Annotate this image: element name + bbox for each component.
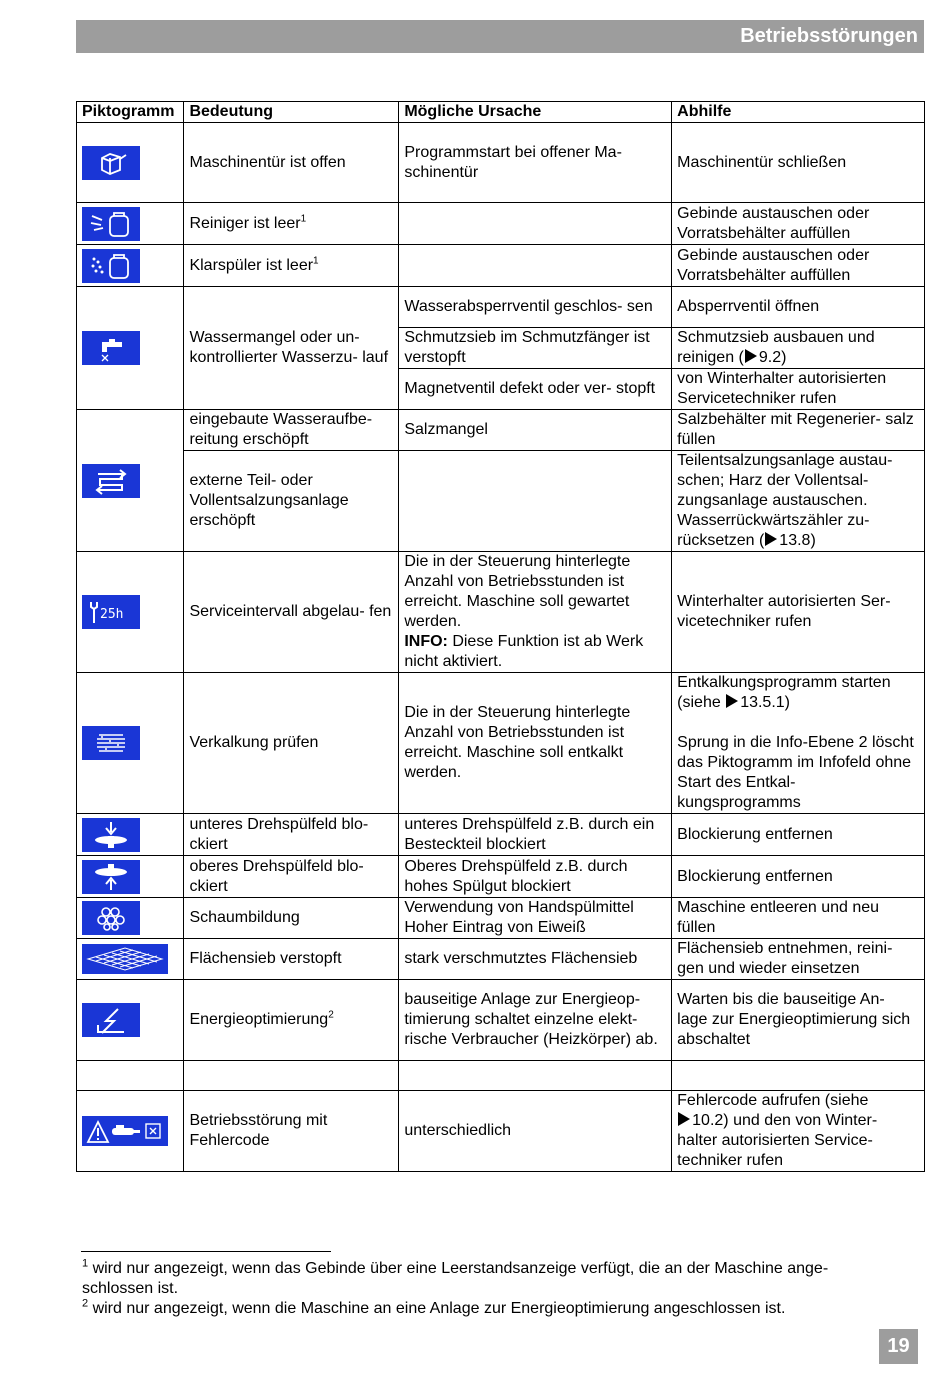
section-reference: 13.5.1) [740,694,790,711]
remedy-cell [672,451,925,552]
table-row [77,287,925,328]
cause-cell: unteres Drehspülfeld z.B. durch ein Besteckteil blockiert [399,814,672,856]
remedy-cell: Gebinde austauschen oder Vorratsbehälter auffüllen [672,203,925,245]
header-bar [76,20,924,53]
column-header-pictogram: Piktogramm [77,102,184,123]
rinse-aid-empty-icon [82,249,140,283]
empty-cell [399,1061,672,1091]
remedy-cell [672,673,925,814]
table-row [77,245,925,287]
meaning-cell: Flächensieb verstopft [184,939,399,980]
remedy-text: Schmutzsieb ausbauen und reinigen ( [677,329,875,366]
footnote-ref: 2 [328,1009,334,1021]
service-icon-label: 25h [100,607,124,622]
footnote-text: wird nur angezeigt, wenn das Gebinde über eine Leerstandsanzeige verfügt, die an der Maschine ange- schlossen ist. [82,1260,829,1297]
remedy-cell: Salzbehälter mit Regenerier- salz füllen [672,410,925,451]
cause-cell: unterschiedlich [399,1091,672,1172]
remedy-cell: Maschinentür schließen [672,123,925,203]
cause-cell: Programmstart bei offener Ma- schinentür [399,123,672,203]
remedy-cell [672,1091,925,1172]
pictogram-cell [77,898,184,939]
cause-cell: Salzmangel [399,410,672,451]
lower-wash-arm-icon [82,818,140,852]
footnote-mark: 2 [82,1297,89,1310]
meaning-cell: unteres Drehspülfeld blo- ckiert [184,814,399,856]
meaning-cell [184,245,399,287]
reference-arrow-icon [765,532,777,546]
cause-cell [399,203,672,245]
remedy-text: Sprung in die Info-Ebene 2 löscht das Piktogramm im Infofeld ohne Start des Entkal- kungsprogramms [677,734,914,811]
page-number-box [879,1329,918,1364]
pictogram-cell [77,552,184,673]
table-row [77,939,925,980]
empty-cell [77,1061,184,1091]
table-row [77,1091,925,1172]
empty-cell [184,1061,399,1091]
remedy-cell [672,328,925,369]
remedy-cell: Blockierung entfernen [672,814,925,856]
pictogram-cell [77,203,184,245]
pictogram-cell [77,980,184,1061]
info-text: Diese Funktion ist ab Werk nicht aktiviert. [404,633,644,670]
meaning-cell: Verkalkung prüfen [184,673,399,814]
pictogram-cell [77,287,184,410]
remedy-cell: Flächensieb entnehmen, reini- gen und wieder einsetzen [672,939,925,980]
table-row [77,980,925,1061]
table-row [77,1061,925,1091]
footnote-ref: 1 [300,213,307,225]
footnotes [82,1259,902,1319]
cause-cell: Oberes Drehspülfeld z.B. durch hohes Spülgut blockiert [399,856,672,898]
page-title: Betriebsstörungen [740,25,918,47]
table-row [77,451,925,552]
foam-icon [82,901,140,935]
cause-text: Die in der Steuerung hinterlegte Anzahl von Betriebsstunden ist erreicht. Maschine soll gewartet werden. [404,553,631,630]
footnote-mark: 1 [82,1257,89,1270]
remedy-text: Fehlercode aufrufen (siehe [677,1092,869,1109]
column-header-remedy: Abhilfe [672,102,925,123]
troubleshooting-table [76,101,925,1172]
water-treatment-icon [82,464,140,498]
section-reference: 9.2) [758,349,787,366]
meaning-text: Klarspüler ist leer [189,256,314,274]
pictogram-cell [77,939,184,980]
pictogram-cell [77,410,184,552]
pictogram-cell [77,245,184,287]
door-open-icon [82,146,140,180]
remedy-cell: Winterhalter autorisierten Ser- vicetechniker rufen [672,552,925,673]
meaning-text: Energieoptimierung [189,1011,329,1028]
table-row [77,856,925,898]
cause-cell [399,451,672,552]
surface-sieve-icon [82,944,168,974]
table-row [77,552,925,673]
footnote-text: wird nur angezeigt, wenn die Maschine an eine Anlage zur Energieoptimierung angeschlossen ist. [88,1300,786,1317]
detergent-empty-icon [82,207,140,241]
reference-arrow-icon [726,694,738,708]
footnote-1 [82,1259,902,1299]
descaling-icon [82,726,140,760]
cause-cell [399,245,672,287]
meaning-text: Reiniger ist leer [189,214,301,232]
meaning-cell: Maschinentür ist offen [184,123,399,203]
page-number: 19 [887,1335,910,1357]
pictogram-cell [77,673,184,814]
column-header-meaning: Bedeutung [184,102,399,123]
remedy-cell: Maschine entleeren und neu füllen [672,898,925,939]
remedy-cell: Absperrventil öffnen [672,287,925,328]
energy-optimization-icon [82,1003,140,1037]
cause-cell: Magnetventil defekt oder ver- stopft [399,369,672,410]
pictogram-cell [77,814,184,856]
pictogram-cell [77,856,184,898]
meaning-cell: Schaumbildung [184,898,399,939]
empty-cell [672,1061,925,1091]
table-row [77,203,925,245]
table-row [77,673,925,814]
meaning-cell [184,980,399,1061]
water-tap-icon [82,331,140,365]
error-code-warning-icon [82,1116,168,1146]
pictogram-cell [77,123,184,203]
meaning-cell: oberes Drehspülfeld blo- ckiert [184,856,399,898]
remedy-cell: Blockierung entfernen [672,856,925,898]
remedy-text: Entkalkungsprogramm starten (siehe [677,674,891,711]
cause-cell: Die in der Steuerung hinterlegte Anzahl von Betriebsstunden ist erreicht. Maschine soll entkalkt werden. [399,673,672,814]
cause-cell: Wasserabsperrventil geschlos- sen [399,287,672,328]
table-row [77,814,925,856]
meaning-cell [184,203,399,245]
column-header-cause: Mögliche Ursache [399,102,672,123]
footnote-separator [81,1251,331,1252]
remedy-cell: Warten bis die bauseitige An- lage zur Energieoptimierung sich abschaltet [672,980,925,1061]
reference-arrow-icon [745,349,757,363]
info-label: INFO: [404,633,448,650]
footnote-ref: 1 [313,255,319,267]
pictogram-cell [77,1091,184,1172]
service-25h-icon [82,595,140,629]
cause-cell [399,552,672,673]
cause-cell: stark verschmutztes Flächensieb [399,939,672,980]
table-header-row [77,102,925,123]
cause-cell: bauseitige Anlage zur Energieop- timierung schaltet einzelne elekt- rische Verbraucher (Heizkörper) ab. [399,980,672,1061]
section-reference: 10.2) und den von Winter- halter autorisierten Service- techniker rufen [677,1112,878,1169]
reference-arrow-icon [678,1112,690,1126]
section-reference: 13.8) [779,532,816,549]
meaning-cell: Serviceintervall abgelau- fen [184,552,399,673]
footnote-2 [82,1299,902,1319]
table-row [77,123,925,203]
meaning-cell: Betriebsstörung mit Fehlercode [184,1091,399,1172]
cause-cell: Verwendung von Handspülmittel Hoher Eintrag von Eiweiß [399,898,672,939]
meaning-cell: externe Teil- oder Vollentsalzungsanlage erschöpft [184,451,399,552]
upper-wash-arm-icon [82,860,140,894]
table-row [77,898,925,939]
remedy-text: Teilentsalzungsanlage austau- schen; Harz der Vollentsal- zungsanlage austauschen. Wasserrückwärtszähler zu- rücksetzen ( [677,452,893,549]
remedy-cell: Gebinde austauschen oder Vorratsbehälter auffüllen [672,245,925,287]
cause-cell: Schmutzsieb im Schmutzfänger ist verstopft [399,328,672,369]
meaning-cell: Wassermangel oder un- kontrollierter Wasserzu- lauf [184,287,399,410]
table-row [77,410,925,451]
remedy-cell: von Winterhalter autorisierten Servicetechniker rufen [672,369,925,410]
meaning-cell: eingebaute Wasseraufbe- reitung erschöpft [184,410,399,451]
